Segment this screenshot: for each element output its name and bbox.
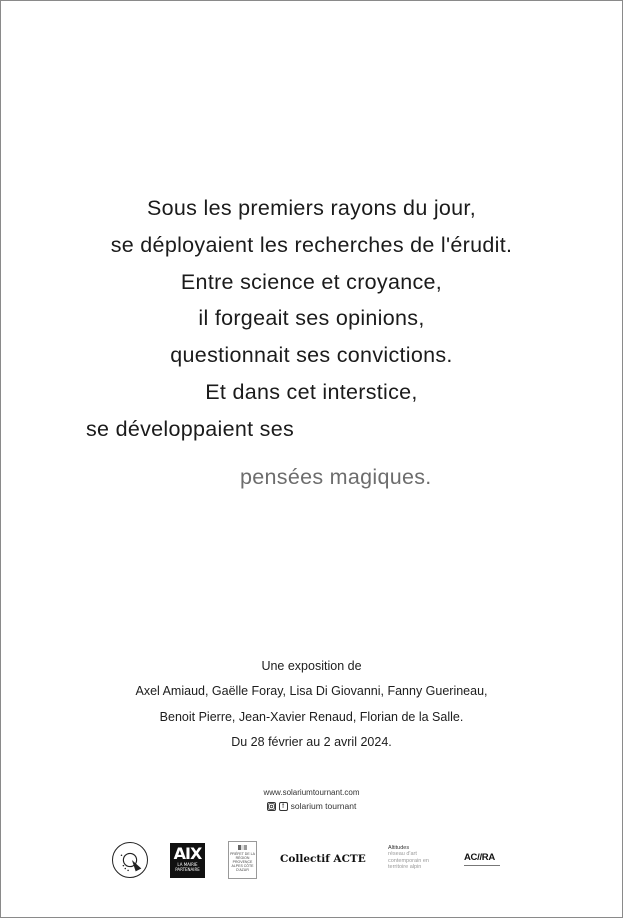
prefet-logo	[228, 841, 257, 879]
credits-intro: Une exposition de	[261, 659, 362, 673]
social-handle[interactable]: solarium tournant	[290, 801, 357, 811]
social-row	[1, 801, 622, 811]
partner-logos	[1, 839, 622, 883]
aix-logo-text: AIX	[173, 844, 202, 863]
poem-line-2: se déployaient les recherches de l'érudit.	[110, 232, 513, 257]
acra-logo-rule	[464, 865, 500, 866]
poem-line-4: il forgeait ses opinions,	[198, 306, 425, 331]
aix-logo	[170, 843, 205, 878]
credits-artists-line-1: Axel Amiaud, Gaëlle Foray, Lisa Di Giovanni, Fanny Guerineau,	[135, 684, 488, 699]
collectif-acte-logo: Collectif ACTE	[280, 853, 366, 865]
poem-highlight: pensées magiques.	[240, 465, 432, 489]
poem-line-6: Et dans cet interstice,	[205, 379, 418, 404]
poem	[1, 190, 622, 489]
poem-line-5: questionnait ses convictions.	[170, 343, 453, 368]
altitudes-logo-subtitle: réseau d'art contemporain en territoire alpin	[388, 851, 429, 870]
altitudes-logo	[388, 845, 440, 870]
website-link[interactable]: www.solariumtournant.com	[263, 788, 360, 797]
acra-logo-text: AC//RA	[464, 852, 495, 863]
solarium-tournant-logo	[112, 842, 148, 878]
credits-dates: Du 28 février au 2 avril 2024.	[231, 734, 392, 749]
facebook-icon[interactable]: f	[279, 802, 288, 811]
exhibition-credits	[1, 654, 622, 755]
marianne-flag-icon	[238, 845, 247, 850]
poem-line-3: Entre science et croyance,	[180, 269, 443, 294]
prefet-logo-text: PRÉFET DE LA RÉGION PROVENCE ALPES CÔTE D'AZUR	[230, 852, 255, 872]
aix-logo-caption: LA MAIRIE PARTENAIRE	[175, 862, 200, 872]
altitudes-logo-title: Altitudes	[388, 845, 410, 851]
poem-line-7: se développaient ses	[86, 416, 295, 441]
poem-line-1: Sous les premiers rayons du jour,	[147, 196, 476, 220]
acra-logo	[464, 852, 500, 866]
instagram-icon[interactable]	[267, 802, 276, 811]
credits-artists-line-2: Benoit Pierre, Jean-Xavier Renaud, Florian de la Salle.	[159, 709, 464, 724]
